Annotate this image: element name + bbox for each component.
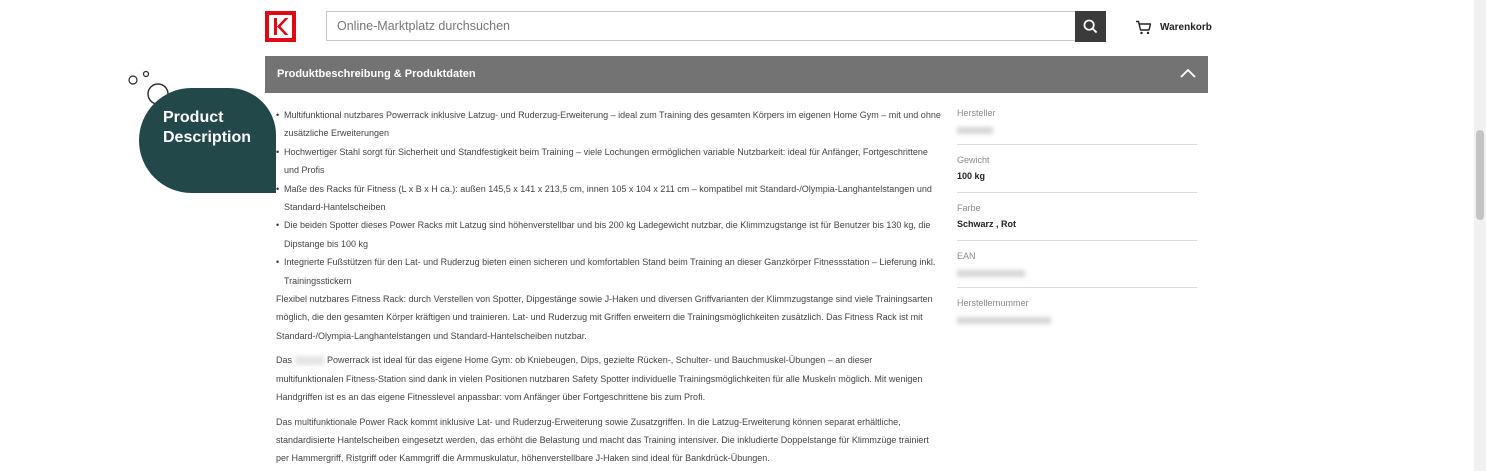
product-description [276, 106, 942, 468]
redacted-value [957, 127, 993, 134]
kaufland-logo-icon[interactable] [265, 11, 296, 42]
spec-label: Herstellernummer [957, 298, 1029, 308]
spec-weight [957, 155, 1197, 181]
badge-line: Description [163, 129, 252, 146]
spec-color [957, 203, 1197, 229]
spec-label: Hersteller [957, 108, 996, 118]
search-icon [1083, 19, 1098, 34]
page-scrollbar[interactable] [1474, 0, 1486, 471]
feature-item: • Die beiden Spotter dieses Power Racks mit Latzug sind höhenverstellbar und bis 200 kg Ladegewicht nutzbar, die Klimmzugstange ist für Benutzer bis 130 kg, die Dipstange bis 100 kg [276, 216, 942, 253]
chevron-up-icon [1180, 68, 1196, 78]
description-paragraph [276, 351, 942, 406]
spec-manufacturer [957, 108, 1197, 134]
spec-value: 100 kg [957, 171, 986, 181]
description-paragraph: Das multifunktionale Power Rack kommt inklusive Lat- und Ruderzug-Erweiterung sowie Zusatzgriffen. In die Latzug-Erweiterung können separat erhältliche, standardisierte Hantelscheiben eingesetzt werden, das erhöht die Belastung und macht das Training intensiver. Die inkludierte Doppelstange für Klimmzüge trainiert per Hammergriff, Ristgriff oder Kammgriff die Armmuskulatur, höhenverstellbare J-Haken sind ideal für Bankdrück-Übungen. [276, 416, 929, 464]
feature-item: • Multifunktional nutzbares Powerrack inklusive Latzug- und Ruderzug-Erweiterung – ideal zum Training des gesamten Körpers im eigenen Home Gym – mit und ohne zusätzliche Erweiterungen [276, 106, 942, 143]
divider [957, 287, 1197, 288]
spec-ean [957, 251, 1197, 277]
spec-label: Gewicht [957, 155, 990, 165]
feature-item: • Maße des Racks für Fitness (L x B x H ca.): außen 145,5 x 141 x 213,5 cm, innen 105 x 104 x 211 cm – kompatibel mit Standard-/Olympia-Langhantelstangen und Standard-Hantelscheiben [276, 180, 942, 217]
section-title: Produktbeschreibung & Produktdaten [277, 68, 476, 80]
description-paragraph: Flexibel nutzbares Fitness Rack: durch Verstellen von Spotter, Dipgestänge sowie J-Haken und diversen Griffvarianten der Klimmzugstange sind viele Trainingsarten möglich, die den gesamten Körper kräftigen und trainieren. Lat- und Ruderzug mit Griffen erweitern die Trainingsmöglichkeiten zusätzlich. Das Fitness Rack ist mit Standard-/Olympia-Langhantelstangen und Standard-Hantelscheiben nutzbar. [276, 294, 933, 341]
spec-label: Farbe [957, 203, 981, 213]
feature-item: • Integrierte Fußstützen für den Lat- und Ruderzug bieten einen sicheren und komfortablen Stand beim Training an dieser Ganzkörper Fitnessstation – Lieferung inkl. Trainingsstickern [276, 253, 942, 290]
divider [957, 144, 1197, 145]
spec-label: EAN [957, 251, 976, 261]
badge-line: Product [163, 109, 224, 126]
search-input[interactable] [327, 12, 1075, 40]
feature-item: • Hochwertiger Stahl sorgt für Sicherheit und Standfestigkeit beim Training – viele Lochungen ermöglichen variable Nutzbarkeit: ideal für Anfänger, Fortgeschrittene und Profis [276, 143, 942, 180]
badge-label [163, 108, 251, 148]
paragraph-start: Das [276, 355, 293, 366]
feature-list [276, 106, 942, 290]
divider [957, 192, 1197, 193]
spec-value: Schwarz , Rot [957, 219, 1017, 229]
search-button[interactable] [1075, 11, 1106, 42]
product-description-badge [139, 88, 276, 193]
cart-icon [1135, 20, 1152, 35]
spec-mpn [957, 298, 1197, 324]
paragraph-rest: Powerrack ist ideal für das eigene Home Gym: ob Kniebeugen, Dips, gezielte Rücken-, Schulter- und Bauchmuskel-Übungen – an dieser multifunktionalen Fitness-Station sind dank in vielen Positionen nutzbaren Safety Spotter individuelle Trainingsmöglichkeiten für alle Muskeln möglich. Mit wenigen Handgriffen ist es an das eigene Fitnesslevel anpassbar: vom Anfänger über Fortgeschrittene bis zum Profi. [276, 355, 923, 403]
product-description-accordion-header[interactable] [265, 56, 1208, 93]
redacted-value [957, 317, 1051, 324]
redacted-value [957, 270, 1025, 277]
cart-label: Warenkorb [1160, 21, 1212, 33]
search-field[interactable] [326, 11, 1076, 41]
redacted-brand [295, 356, 324, 365]
divider [957, 240, 1197, 241]
scrollbar-thumb[interactable] [1476, 130, 1484, 220]
cart-button[interactable] [1135, 17, 1212, 37]
